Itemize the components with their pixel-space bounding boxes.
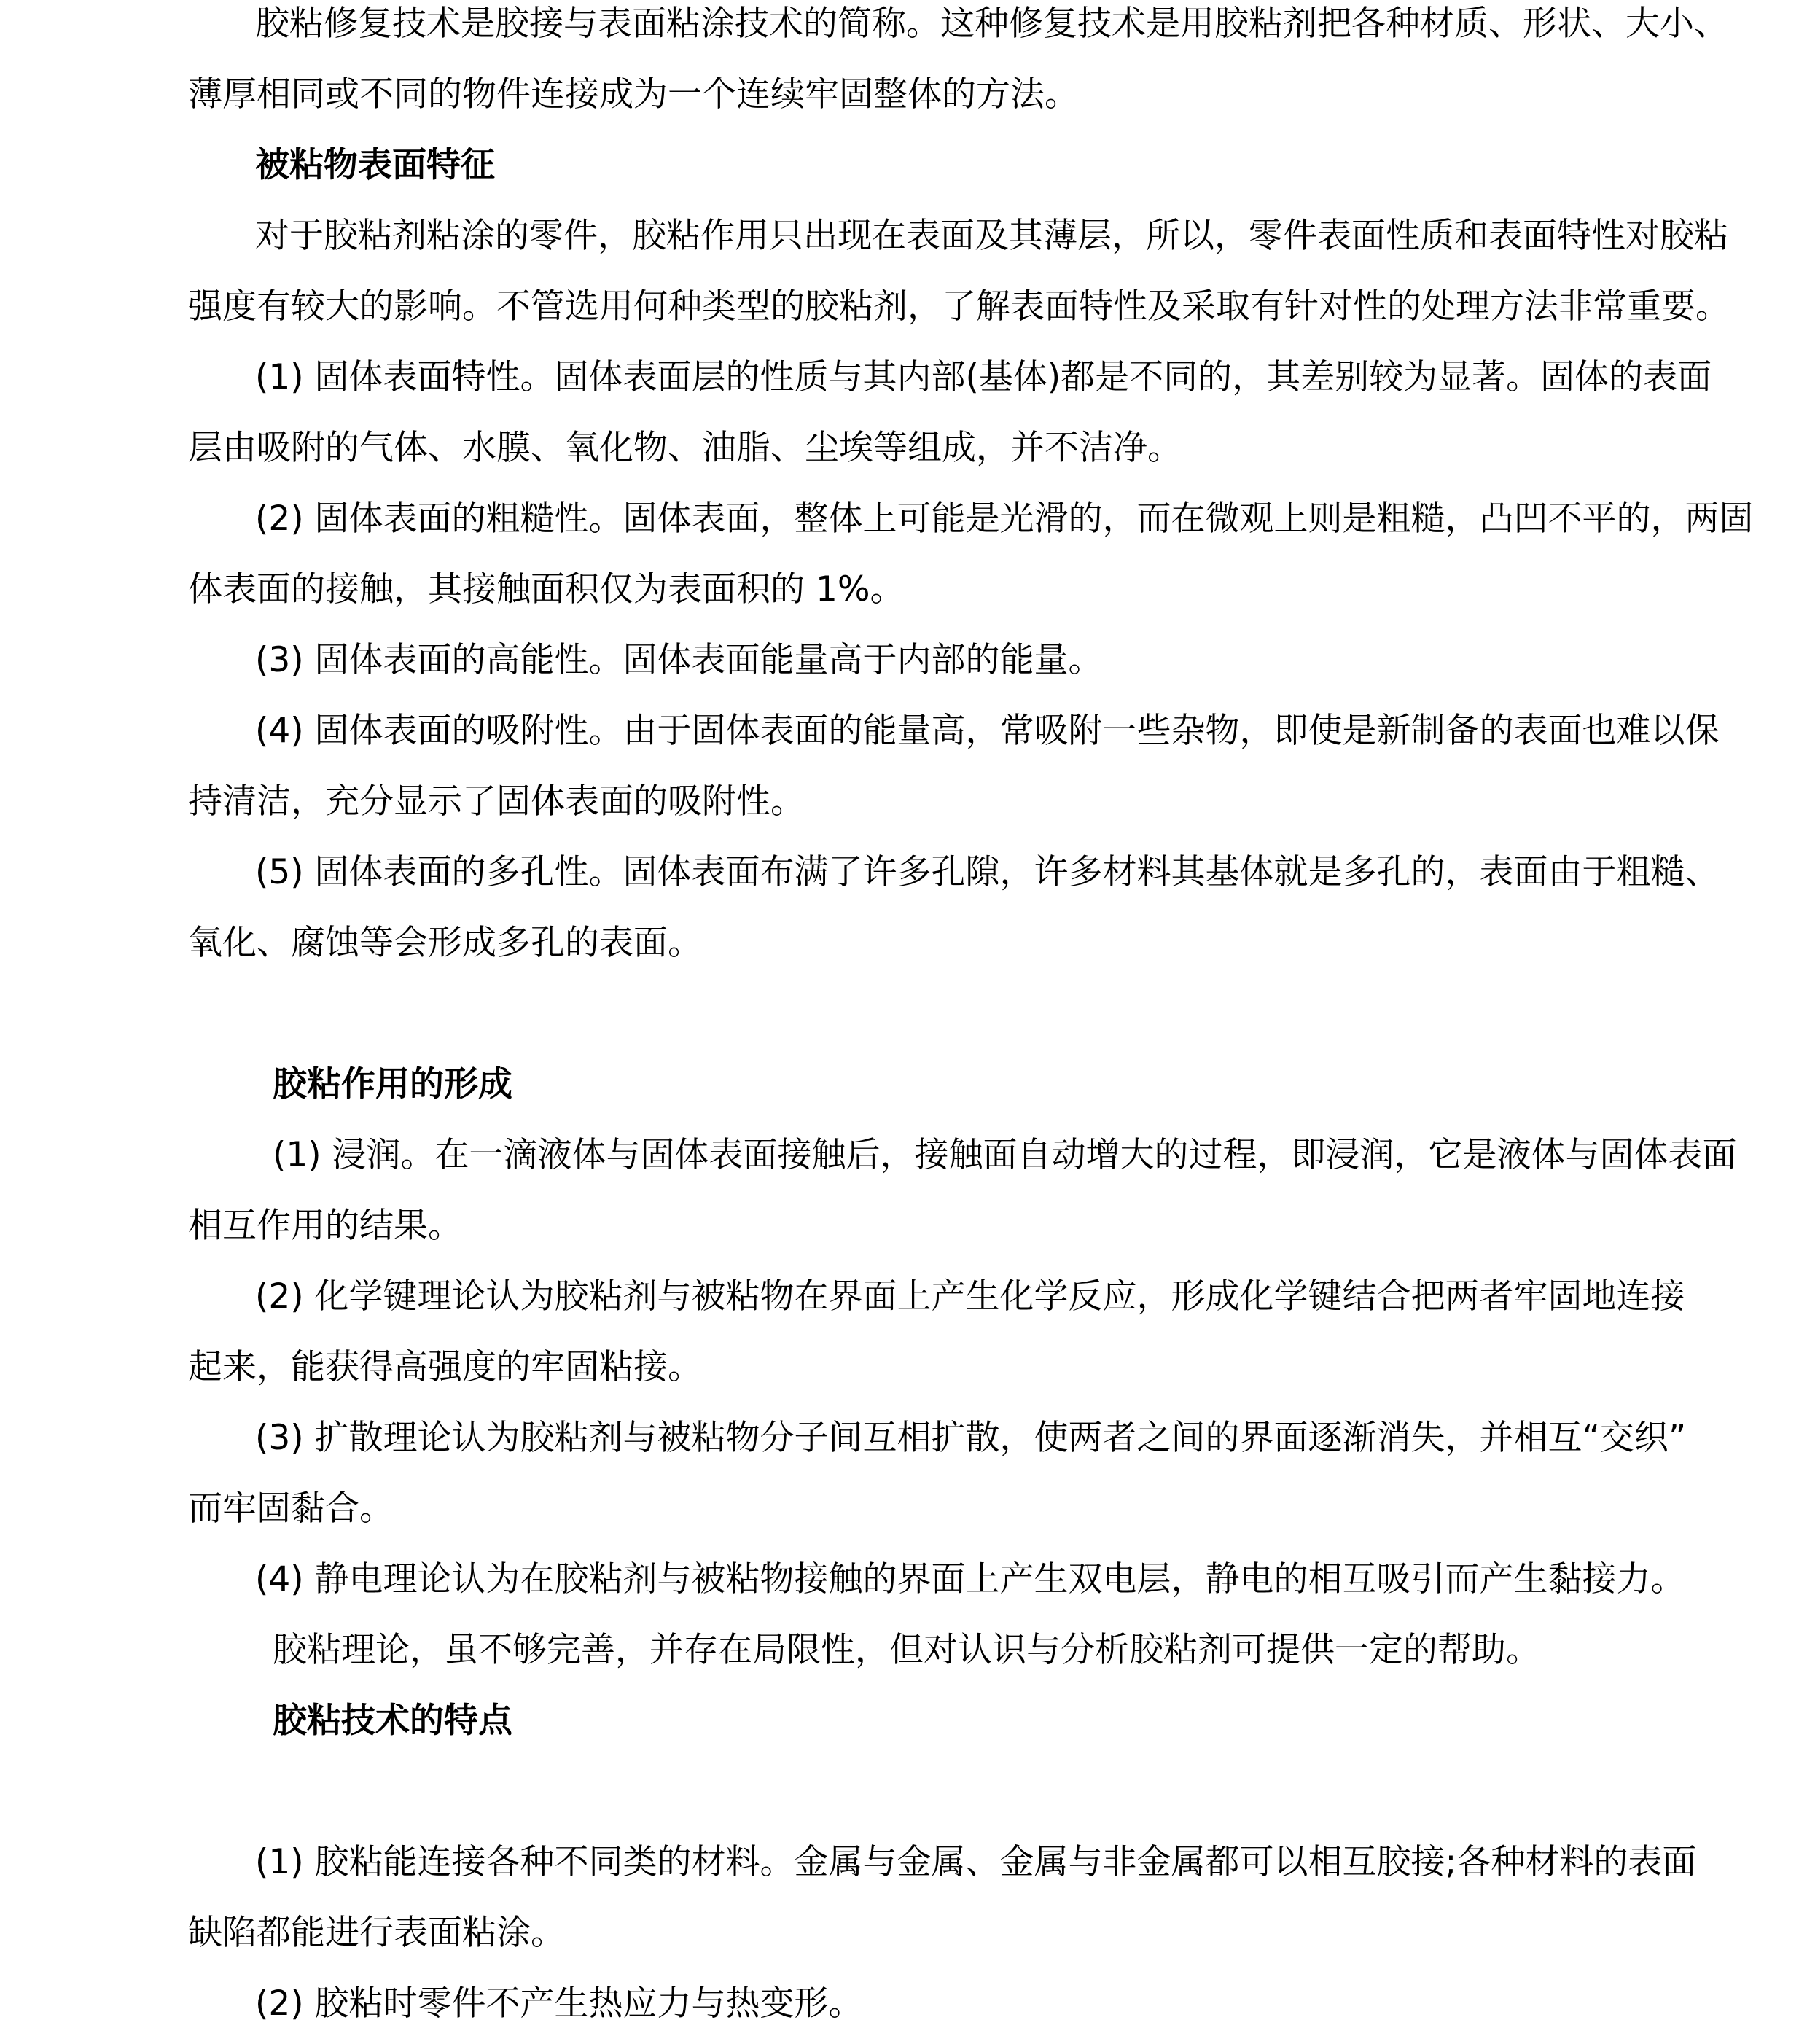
text-line: 胶粘修复技术是胶接与表面粘涂技术的简称。这种修复技术是用胶粘剂把各种材质、形状、大小、 bbox=[255, 4, 1728, 44]
text-line: 持清洁，充分显示了固体表面的吸附性。 bbox=[188, 781, 805, 822]
text-line: (4) 静电理论认为在胶粘剂与被粘物接触的界面上产生双电层，静电的相互吸引而产生黏接力。 bbox=[255, 1559, 1685, 1599]
text-line: 体表面的接触，其接触面积仅为表面积的 1%。 bbox=[188, 569, 905, 609]
text-line: (2) 化学键理论认为胶粘剂与被粘物在界面上产生化学反应，形成化学键结合把两者牢固地连接 bbox=[255, 1276, 1685, 1316]
text-line: (1) 浸润。在一滴液体与固体表面接触后，接触面自动增大的过程，即浸润，它是液体与固体表面 bbox=[273, 1135, 1737, 1175]
blank-line bbox=[188, 1756, 1639, 1827]
text-line: 对于胶粘剂粘涂的零件，胶粘作用只出现在表面及其薄层，所以，零件表面性质和表面特性对胶粘 bbox=[255, 216, 1728, 256]
text-line: 薄厚相同或不同的物件连接成为一个连续牢固整体的方法。 bbox=[188, 74, 1079, 114]
text-line: 而牢固黏合。 bbox=[188, 1489, 394, 1529]
section-heading: 胶粘技术的特点 bbox=[273, 1701, 512, 1741]
text-line: 缺陷都能进行表面粘涂。 bbox=[188, 1913, 565, 1953]
text-line: (5) 固体表面的多孔性。固体表面布满了许多孔隙，许多材料其基体就是多孔的，表面由于粗糙、 bbox=[255, 852, 1720, 892]
text-line: 相互作用的结果。 bbox=[188, 1206, 462, 1246]
text-line: 层由吸附的气体、水膜、氧化物、油脂、尘埃等组成，并不洁净。 bbox=[188, 428, 1182, 468]
text-line: 强度有较大的影响。不管选用何种类型的胶粘剂，了解表面特性及采取有针对性的处理方法非常重要。 bbox=[188, 286, 1730, 327]
text-line: (3) 扩散理论认为胶粘剂与被粘物分子间互相扩散，使两者之间的界面逐渐消失，并相互“交织” bbox=[255, 1418, 1687, 1458]
text-line: 胶粘理论，虽不够完善，并存在局限性，但对认识与分析胶粘剂可提供一定的帮助。 bbox=[273, 1630, 1540, 1670]
text-line: 起来，能获得高强度的牢固粘接。 bbox=[188, 1347, 702, 1387]
text-line: (1) 胶粘能连接各种不同类的材料。金属与金属、金属与非金属都可以相互胶接;各种材料的表面 bbox=[255, 1842, 1697, 1882]
text-line: 氧化、腐蚀等会形成多孔的表面。 bbox=[188, 923, 702, 963]
text-line: (2) 胶粘时零件不产生热应力与热变形。 bbox=[255, 1983, 863, 2024]
text-line: (3) 固体表面的高能性。固体表面能量高于内部的能量。 bbox=[255, 640, 1103, 680]
section-heading: 胶粘作用的形成 bbox=[273, 1064, 512, 1104]
text-line: (4) 固体表面的吸附性。由于固体表面的能量高，常吸附一些杂物，即使是新制备的表面也难以保 bbox=[255, 711, 1720, 751]
text-line: (2) 固体表面的粗糙性。固体表面，整体上可能是光滑的，而在微观上则是粗糙，凸凹不平的，两固 bbox=[255, 499, 1754, 539]
document-body bbox=[188, 0, 1754, 2039]
section-heading: 被粘物表面特征 bbox=[255, 145, 495, 185]
blank-line bbox=[188, 978, 1639, 1049]
text-line: (1) 固体表面特性。固体表面层的性质与其内部(基体)都是不同的，其差别较为显著。固体的表面 bbox=[255, 357, 1712, 397]
